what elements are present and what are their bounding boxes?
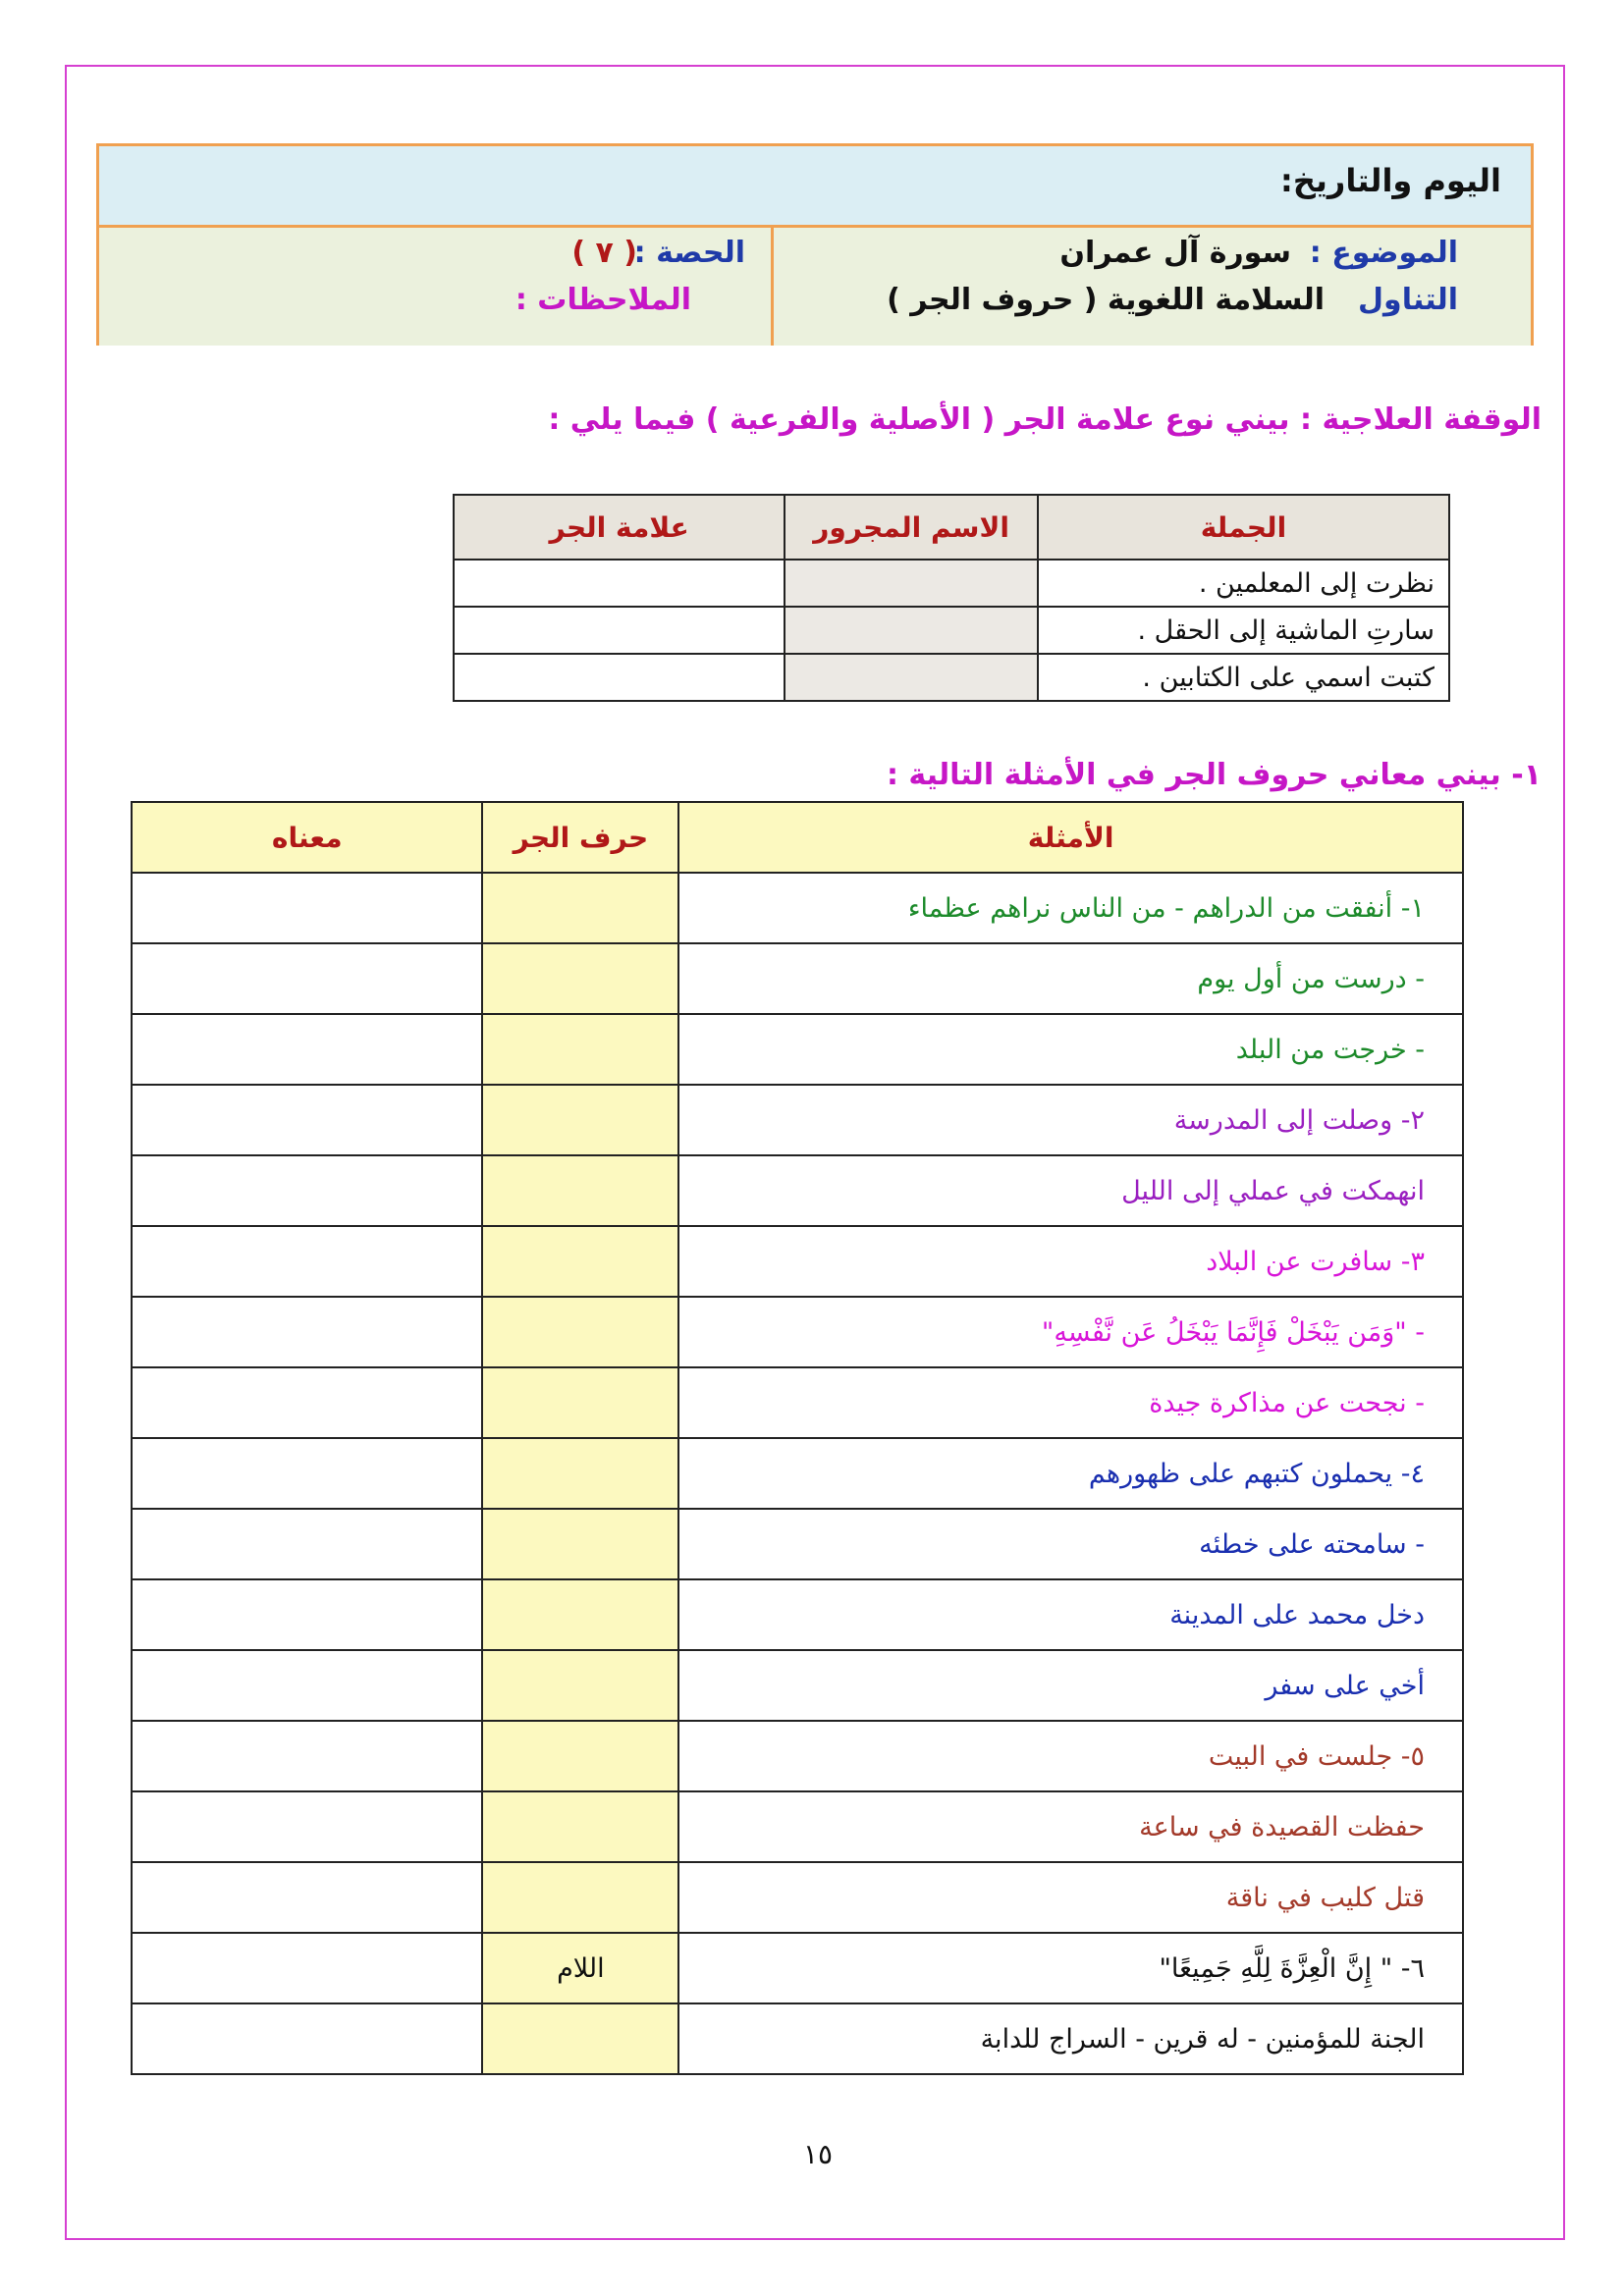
meaning-answer-cell[interactable]	[132, 1226, 482, 1297]
table-row	[454, 560, 1449, 607]
table-row	[454, 607, 1449, 654]
notes-label: الملاحظات :	[514, 283, 691, 317]
meaning-answer-cell[interactable]	[132, 943, 482, 1014]
noun-answer-cell[interactable]	[785, 607, 1038, 654]
header-genitive-noun: الاسم المجرور	[785, 495, 1038, 560]
mark-answer-cell[interactable]	[454, 560, 785, 607]
meaning-answer-cell[interactable]	[132, 1509, 482, 1579]
preposition-answer-cell[interactable]	[482, 1226, 678, 1297]
example-cell: ٣- سافرت عن البلاد	[678, 1226, 1463, 1297]
preposition-answer-cell[interactable]	[482, 1367, 678, 1438]
section1-title: الوقفة العلاجية : بيني نوع علامة الجر ( الأصلية والفرعية ) فيما يلي :	[548, 402, 1542, 437]
table-row	[132, 1791, 1463, 1862]
preposition-answer-cell[interactable]	[482, 1297, 678, 1367]
example-cell: أخي على سفر	[678, 1650, 1463, 1721]
header-sentence: الجملة	[1038, 495, 1449, 560]
meaning-answer-cell[interactable]	[132, 2003, 482, 2074]
preposition-answer-cell[interactable]	[482, 1438, 678, 1509]
day-date-label: اليوم والتاريخ:	[1280, 162, 1501, 199]
meaning-answer-cell[interactable]	[132, 873, 482, 943]
example-cell: انهمكت في عملي إلى الليل	[678, 1155, 1463, 1226]
prepositions-header-row	[132, 802, 1463, 873]
table-row	[132, 1438, 1463, 1509]
prepositions-table	[131, 801, 1464, 2075]
example-cell: ٦- " إِنَّ الْعِزَّةَ لِلَّهِ جَمِيعًا"	[678, 1933, 1463, 2003]
preposition-answer-cell[interactable]	[482, 1155, 678, 1226]
header-preposition: حرف الجر	[482, 802, 678, 873]
meaning-answer-cell[interactable]	[132, 1155, 482, 1226]
meaning-answer-cell[interactable]	[132, 1297, 482, 1367]
section2-title: ١- بيني معاني حروف الجر في الأمثلة التالية :	[886, 758, 1542, 792]
treatment-table	[453, 494, 1450, 702]
preposition-answer-cell[interactable]	[482, 1721, 678, 1791]
topic-value: السلامة اللغوية ( حروف الجر )	[887, 283, 1325, 317]
header-date-row	[99, 146, 1531, 228]
example-cell: - درست من أول يوم	[678, 943, 1463, 1014]
treatment-header-row	[454, 495, 1449, 560]
table-row	[132, 1297, 1463, 1367]
lesson-header	[96, 143, 1534, 346]
preposition-answer-cell[interactable]	[482, 1862, 678, 1933]
noun-answer-cell[interactable]	[785, 654, 1038, 701]
table-row	[132, 1367, 1463, 1438]
meaning-answer-cell[interactable]	[132, 1650, 482, 1721]
meaning-answer-cell[interactable]	[132, 1014, 482, 1085]
meaning-answer-cell[interactable]	[132, 1367, 482, 1438]
table-row	[132, 873, 1463, 943]
meaning-answer-cell[interactable]	[132, 1579, 482, 1650]
example-cell: ٢- وصلت إلى المدرسة	[678, 1085, 1463, 1155]
sentence-cell: نظرت إلى المعلمين .	[1038, 560, 1449, 607]
preposition-answer-cell[interactable]	[482, 1085, 678, 1155]
period-label: الحصة :	[633, 236, 745, 270]
example-cell: - خرجت من البلد	[678, 1014, 1463, 1085]
example-cell: ٥- جلست في البيت	[678, 1721, 1463, 1791]
preposition-answer-cell[interactable]	[482, 1509, 678, 1579]
example-cell: ٤- يحملون كتبهم على ظهورهم	[678, 1438, 1463, 1509]
preposition-answer-cell[interactable]: اللام	[482, 1933, 678, 2003]
preposition-answer-cell[interactable]	[482, 943, 678, 1014]
preposition-answer-cell[interactable]	[482, 1650, 678, 1721]
table-row	[132, 1226, 1463, 1297]
table-row	[132, 1721, 1463, 1791]
header-divider	[771, 228, 774, 346]
meaning-answer-cell[interactable]	[132, 1438, 482, 1509]
example-cell: - نجحت عن مذاكرة جيدة	[678, 1367, 1463, 1438]
example-cell: - سامحته على خطئه	[678, 1509, 1463, 1579]
meaning-answer-cell[interactable]	[132, 1791, 482, 1862]
table-row	[132, 1579, 1463, 1650]
preposition-answer-cell[interactable]	[482, 2003, 678, 2074]
sentence-cell: سارتِ الماشية إلى الحقل .	[1038, 607, 1449, 654]
preposition-answer-cell[interactable]	[482, 1579, 678, 1650]
table-row	[132, 1650, 1463, 1721]
table-row	[132, 943, 1463, 1014]
meaning-answer-cell[interactable]	[132, 1721, 482, 1791]
page-number: ١٥	[803, 2138, 834, 2170]
period-value: ( ٧ )	[571, 236, 637, 270]
example-cell: ١- أنفقت من الدراهم - من الناس نراهم عظماء	[678, 873, 1463, 943]
noun-answer-cell[interactable]	[785, 560, 1038, 607]
preposition-answer-cell[interactable]	[482, 873, 678, 943]
meaning-answer-cell[interactable]	[132, 1862, 482, 1933]
subject-label: الموضوع :	[1309, 236, 1458, 270]
example-cell: الجنة للمؤمنين - له قرين - السراج للدابة	[678, 2003, 1463, 2074]
meaning-answer-cell[interactable]	[132, 1085, 482, 1155]
example-cell: دخل محمد على المدينة	[678, 1579, 1463, 1650]
subject-value: سورة آل عمران	[1059, 236, 1291, 270]
example-cell: - "وَمَن يَبْخَلْ فَإِنَّمَا يَبْخَلُ عَن نَّفْسِهِ"	[678, 1297, 1463, 1367]
table-row	[132, 1085, 1463, 1155]
table-row	[132, 2003, 1463, 2074]
mark-answer-cell[interactable]	[454, 654, 785, 701]
preposition-answer-cell[interactable]	[482, 1791, 678, 1862]
header-genitive-mark: علامة الجر	[454, 495, 785, 560]
table-row	[132, 1155, 1463, 1226]
topic-label: التناول	[1358, 283, 1458, 317]
table-row	[132, 1933, 1463, 2003]
table-row	[132, 1509, 1463, 1579]
meaning-answer-cell[interactable]	[132, 1933, 482, 2003]
example-cell: حفظت القصيدة في ساعة	[678, 1791, 1463, 1862]
header-info-row	[99, 228, 1531, 346]
table-row	[132, 1862, 1463, 1933]
header-meaning: معناه	[132, 802, 482, 873]
sentence-cell: كتبت اسمي على الكتابين .	[1038, 654, 1449, 701]
preposition-answer-cell[interactable]	[482, 1014, 678, 1085]
table-row	[454, 654, 1449, 701]
mark-answer-cell[interactable]	[454, 607, 785, 654]
header-examples: الأمثلة	[678, 802, 1463, 873]
example-cell: قتل كليب في ناقة	[678, 1862, 1463, 1933]
table-row	[132, 1014, 1463, 1085]
